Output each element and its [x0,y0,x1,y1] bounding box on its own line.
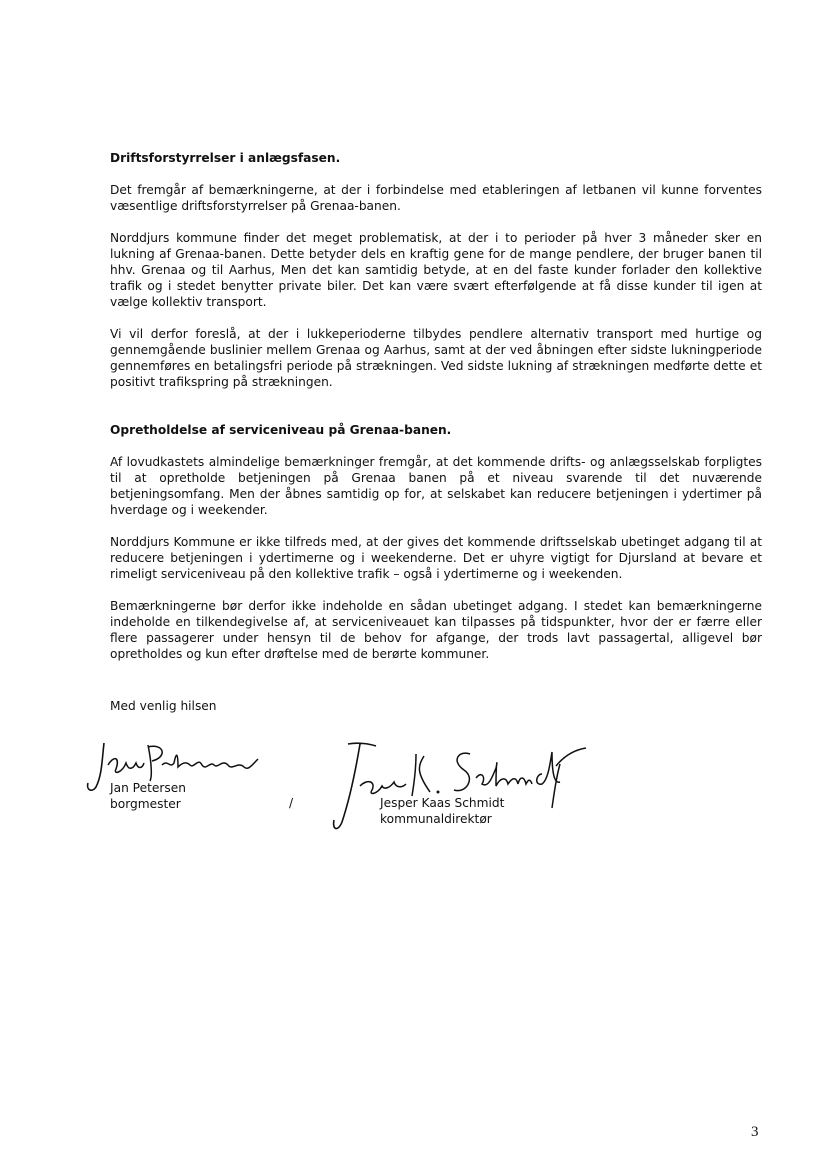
paragraph: Norddjurs Kommune er ikke tilfreds med, at der gives det kommende driftsselskab ubetinget adgang til at reducere betjeningen i ydertimerne og i weekenderne. Det er uhyre vigtigt for Djursland at bevare et rimeligt serviceniveau på den kollektive trafik – også i ydertimerne og i weekenden. [110,535,762,581]
signer-name: Jesper Kaas Schmidt [380,796,505,810]
signer-block-2 [380,795,504,827]
paragraph: Det fremgår af bemærkningerne, at der i forbindelse med etableringen af letbanen vil kunne forventes væsentlige driftsforstyrrelser på Grenaa-banen. [110,183,762,213]
section-heading: Driftsforstyrrelser i anlægsfasen. [110,151,341,165]
signer-title: kommunaldirektør [380,812,492,826]
signature-separator: / [289,796,294,810]
paragraph: Vi vil derfor foreslå, at der i lukkeperioderne tilbydes pendlere alternativ transport med hurtige og gennemgående buslinier mellem Grenaa og Aarhus, samt at der ved åbningen efter sidste lukningperiode gennemføres en betalingsfri periode på strækningen. Ved sidste lukning af strækningen medførte dette et positivt trafikspring på strækningen. [110,327,762,389]
signer-block-1 [110,780,186,812]
signer-name: Jan Petersen [110,781,186,795]
signer-title: borgmester [110,797,181,811]
letter-body [110,150,762,662]
page-number: 3 [751,1124,759,1140]
paragraph: Af lovudkastets almindelige bemærkninger fremgår, at det kommende drifts- og anlægsselskab forpligtes til at opretholde betjeningen på Grenaa banen på et niveau svarende til det nuværende betjeningsomfang. Men der åbnes samtidig op for, at selskabet kan reducere betjeningen i ydertimer på hverdage og i weekender. [110,455,762,517]
section-heading: Opretholdelse af serviceniveau på Grenaa-banen. [110,423,452,437]
paragraph: Bemærkningerne bør derfor ikke indeholde en sådan ubetinget adgang. I stedet kan bemærkningerne indeholde en tilkendegivelse af, at serviceniveauet kan tilpasses på tidspunkter, hvor der er færre eller flere passagerer under hensyn til de behov for afgange, der trods lavt passagertal, alligevel bør opretholdes og kun efter drøftelse med de berørte kommuner. [110,599,762,661]
closing-greeting: Med venlig hilsen [110,699,217,713]
paragraph: Norddjurs kommune finder det meget problematisk, at der i to perioder på hver 3 måneder sker en lukning af Grenaa-banen. Dette betyder dels en kraftig gene for de mange pendlere, der bruger banen til hhv. Grenaa og til Aarhus, Men det kan samtidig betyde, at en del faste kunder forlader den kollektive trafik og i stedet benytter private biler. Det kan være svært efterfølgende at få disse kunder til igen at vælge kollektiv transport. [110,231,762,309]
